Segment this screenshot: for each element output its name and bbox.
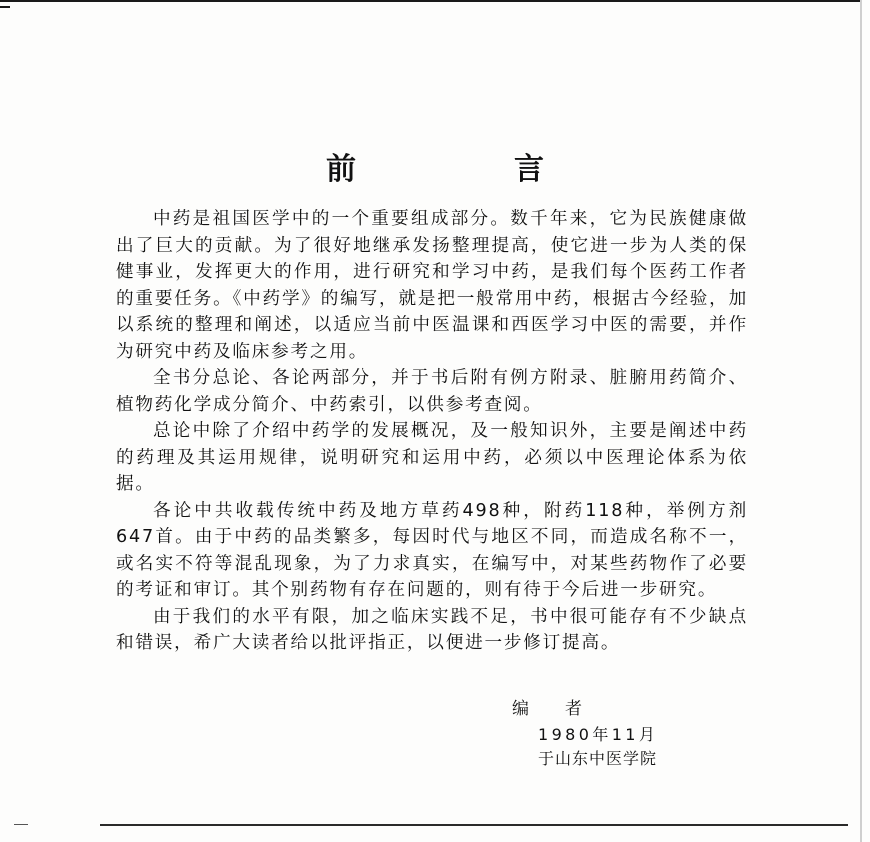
- signature-author: 编者: [512, 699, 618, 719]
- preface-body: [116, 206, 748, 657]
- signature-place: 于山东中医学院: [538, 749, 658, 768]
- bottom-border-line: [100, 824, 848, 826]
- signature-date: 1980年11月: [538, 725, 659, 744]
- page-edge-shadow: [860, 0, 862, 842]
- paragraph-structure: 全书分总论、各论两部分，并于书后附有例方附录、脏腑用药简介、植物药化学成分简介、中药索引，以供参考查阅。: [116, 368, 748, 415]
- scan-artifact-mark: [14, 824, 28, 825]
- paragraph-general-theory: 总论中除了介绍中药学的发展概况，及一般知识外，主要是阐述中药的药理及其运用规律，说明研究和运用中药，必须以中医理论体系为依据。: [116, 421, 748, 494]
- scan-corner-mark: [0, 6, 10, 16]
- top-border-line: [0, 0, 860, 2]
- paragraph-closing: 由于我们的水平有限，加之临床实践不足，书中很可能存有不少缺点和错误，希广大读者给以批评指正，以便进一步修订提高。: [116, 606, 748, 653]
- page-title: 前 言: [326, 152, 608, 187]
- paragraph-specific-drugs: 各论中共收载传统中药及地方草药498种，附药118种，举例方剂647首。由于中药的品类繁多，每因时代与地区不同，而造成名称不一，或名实不符等混乱现象，为了力求真实，在编写中，对某些药物作了必要的考证和审订。其个别药物有存在问题的，则有待于今后进一步研究。: [116, 500, 748, 600]
- paragraph-intro: 中药是祖国医学中的一个重要组成部分。数千年来，它为民族健康做出了巨大的贡献。为了很好地继承发扬整理提高，使它进一步为人类的保健事业，发挥更大的作用，进行研究和学习中药，是我们每个医药工作者的重要任务。《中药学》的编写，就是把一般常用中药，根据古今经验，加以系统的整理和阐述，以适应当前中医温课和西医学习中医的需要，并作为研究中药及临床参考之用。: [116, 209, 748, 362]
